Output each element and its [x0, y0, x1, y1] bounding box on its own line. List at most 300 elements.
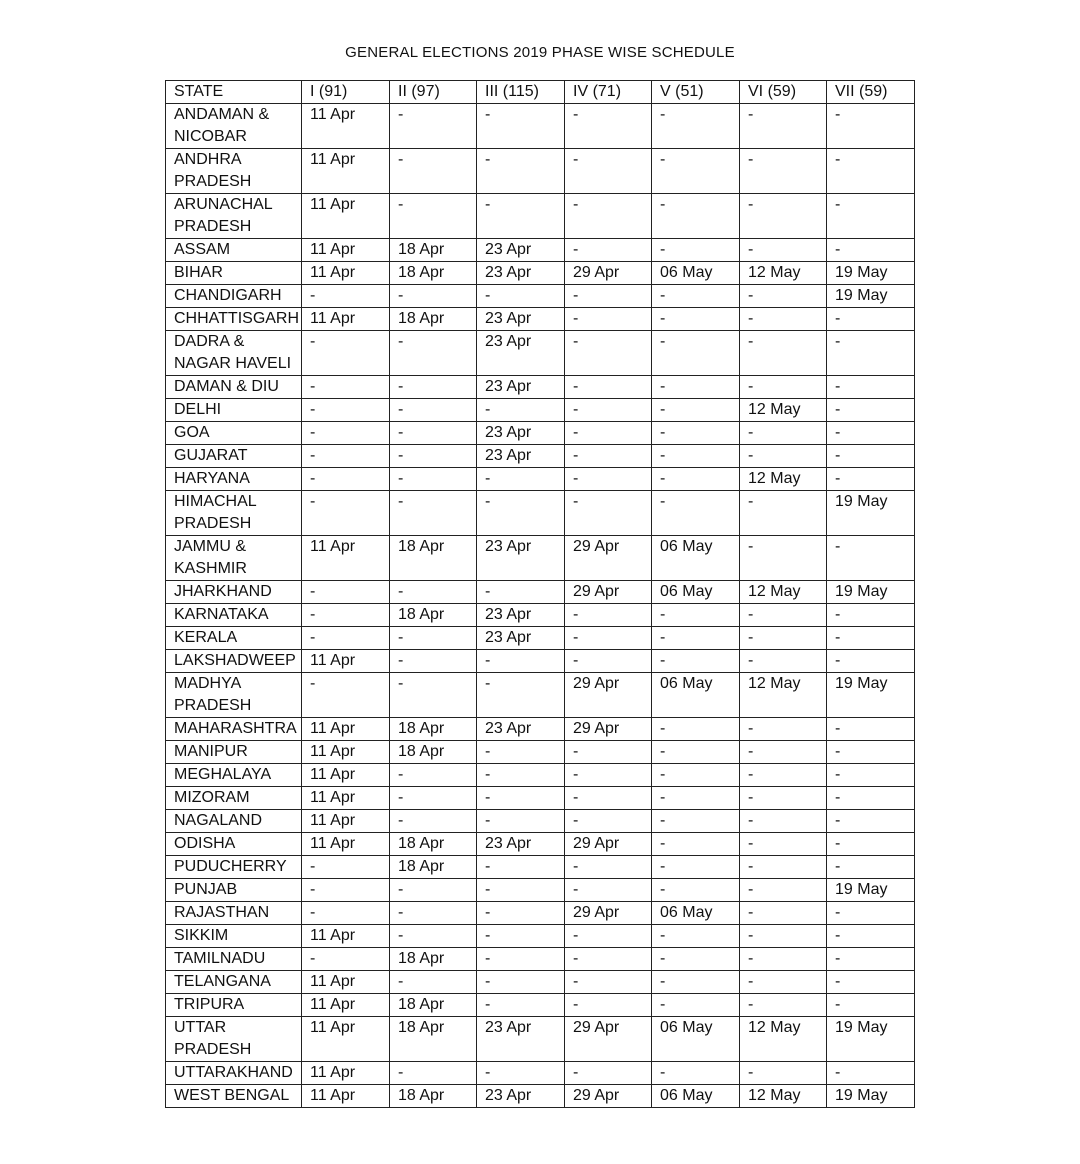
- state-cell: CHHATTISGARH: [166, 308, 302, 331]
- phase-4-cell: -: [565, 994, 652, 1017]
- phase-3-cell: 23 Apr: [477, 445, 565, 468]
- phase-4-cell: -: [565, 948, 652, 971]
- phase-3-cell: -: [477, 994, 565, 1017]
- phase-4-cell: -: [565, 971, 652, 994]
- phase-1-cell: -: [302, 604, 390, 627]
- phase-1-cell: -: [302, 445, 390, 468]
- phase-5-cell: -: [652, 149, 740, 194]
- state-cell: TAMILNADU: [166, 948, 302, 971]
- phase-3-cell: -: [477, 285, 565, 308]
- phase-2-cell: 18 Apr: [390, 536, 477, 581]
- phase-3-cell: -: [477, 399, 565, 422]
- phase-4-cell: -: [565, 856, 652, 879]
- phase-3-cell: -: [477, 104, 565, 149]
- phase-3-cell: 23 Apr: [477, 833, 565, 856]
- phase-4-cell: -: [565, 445, 652, 468]
- column-header-phase-6: VI (59): [740, 81, 827, 104]
- table-row: [166, 741, 915, 764]
- phase-4-cell: -: [565, 741, 652, 764]
- phase-5-cell: -: [652, 239, 740, 262]
- phase-7-cell: -: [827, 308, 915, 331]
- phase-4-cell: -: [565, 399, 652, 422]
- phase-3-cell: 23 Apr: [477, 422, 565, 445]
- phase-4-cell: 29 Apr: [565, 1017, 652, 1062]
- table-row: [166, 787, 915, 810]
- phase-6-cell: -: [740, 239, 827, 262]
- phase-7-cell: 19 May: [827, 581, 915, 604]
- phase-7-cell: -: [827, 833, 915, 856]
- state-cell: SIKKIM: [166, 925, 302, 948]
- phase-5-cell: -: [652, 285, 740, 308]
- phase-4-cell: 29 Apr: [565, 833, 652, 856]
- phase-7-cell: 19 May: [827, 1017, 915, 1062]
- phase-2-cell: -: [390, 581, 477, 604]
- phase-7-cell: -: [827, 948, 915, 971]
- phase-1-cell: 11 Apr: [302, 741, 390, 764]
- phase-5-cell: -: [652, 879, 740, 902]
- table-row: [166, 879, 915, 902]
- phase-6-cell: 12 May: [740, 399, 827, 422]
- phase-2-cell: 18 Apr: [390, 308, 477, 331]
- phase-7-cell: -: [827, 536, 915, 581]
- column-header-phase-2: II (97): [390, 81, 477, 104]
- phase-1-cell: 11 Apr: [302, 764, 390, 787]
- phase-3-cell: 23 Apr: [477, 262, 565, 285]
- phase-3-cell: 23 Apr: [477, 1085, 565, 1108]
- phase-4-cell: -: [565, 925, 652, 948]
- phase-7-cell: -: [827, 925, 915, 948]
- phase-4-cell: -: [565, 376, 652, 399]
- phase-3-cell: -: [477, 764, 565, 787]
- phase-2-cell: 18 Apr: [390, 1085, 477, 1108]
- phase-6-cell: -: [740, 925, 827, 948]
- phase-2-cell: -: [390, 673, 477, 718]
- phase-5-cell: -: [652, 491, 740, 536]
- phase-3-cell: -: [477, 856, 565, 879]
- table-row: [166, 376, 915, 399]
- phase-1-cell: 11 Apr: [302, 239, 390, 262]
- table-header: [166, 81, 915, 104]
- phase-2-cell: -: [390, 971, 477, 994]
- table-row: [166, 948, 915, 971]
- phase-7-cell: -: [827, 787, 915, 810]
- phase-2-cell: 18 Apr: [390, 239, 477, 262]
- phase-5-cell: -: [652, 104, 740, 149]
- phase-4-cell: -: [565, 422, 652, 445]
- state-cell: RAJASTHAN: [166, 902, 302, 925]
- phase-6-cell: -: [740, 536, 827, 581]
- phase-4-cell: -: [565, 491, 652, 536]
- column-header-phase-5: V (51): [652, 81, 740, 104]
- phase-5-cell: 06 May: [652, 536, 740, 581]
- table-row: [166, 1062, 915, 1085]
- phase-6-cell: -: [740, 650, 827, 673]
- phase-6-cell: -: [740, 194, 827, 239]
- phase-5-cell: 06 May: [652, 673, 740, 718]
- phase-2-cell: 18 Apr: [390, 994, 477, 1017]
- phase-6-cell: 12 May: [740, 581, 827, 604]
- phase-7-cell: -: [827, 239, 915, 262]
- phase-1-cell: 11 Apr: [302, 925, 390, 948]
- phase-5-cell: -: [652, 948, 740, 971]
- table-row: [166, 650, 915, 673]
- phase-3-cell: -: [477, 787, 565, 810]
- state-cell: DELHI: [166, 399, 302, 422]
- phase-2-cell: 18 Apr: [390, 262, 477, 285]
- phase-2-cell: -: [390, 149, 477, 194]
- phase-1-cell: -: [302, 948, 390, 971]
- phase-5-cell: -: [652, 194, 740, 239]
- table-row: [166, 902, 915, 925]
- phase-6-cell: -: [740, 741, 827, 764]
- phase-6-cell: -: [740, 879, 827, 902]
- phase-1-cell: 11 Apr: [302, 149, 390, 194]
- phase-6-cell: 12 May: [740, 1085, 827, 1108]
- state-cell: ASSAM: [166, 239, 302, 262]
- phase-5-cell: 06 May: [652, 262, 740, 285]
- phase-2-cell: -: [390, 104, 477, 149]
- table-row: [166, 971, 915, 994]
- phase-2-cell: -: [390, 422, 477, 445]
- table-row: [166, 491, 915, 536]
- state-cell: GOA: [166, 422, 302, 445]
- phase-4-cell: -: [565, 1062, 652, 1085]
- phase-6-cell: -: [740, 422, 827, 445]
- phase-1-cell: 11 Apr: [302, 810, 390, 833]
- phase-5-cell: -: [652, 764, 740, 787]
- phase-2-cell: -: [390, 491, 477, 536]
- phase-1-cell: 11 Apr: [302, 1062, 390, 1085]
- phase-3-cell: -: [477, 491, 565, 536]
- phase-3-cell: -: [477, 149, 565, 194]
- phase-4-cell: 29 Apr: [565, 1085, 652, 1108]
- phase-2-cell: -: [390, 194, 477, 239]
- phase-1-cell: -: [302, 856, 390, 879]
- phase-4-cell: -: [565, 331, 652, 376]
- phase-6-cell: 12 May: [740, 262, 827, 285]
- phase-7-cell: -: [827, 994, 915, 1017]
- phase-5-cell: -: [652, 810, 740, 833]
- phase-6-cell: -: [740, 604, 827, 627]
- phase-1-cell: 11 Apr: [302, 650, 390, 673]
- phase-6-cell: -: [740, 376, 827, 399]
- phase-5-cell: -: [652, 376, 740, 399]
- state-cell: UTTAR PRADESH: [166, 1017, 302, 1062]
- state-cell: KERALA: [166, 627, 302, 650]
- phase-6-cell: -: [740, 104, 827, 149]
- phase-7-cell: -: [827, 718, 915, 741]
- phase-7-cell: 19 May: [827, 879, 915, 902]
- phase-4-cell: -: [565, 764, 652, 787]
- phase-3-cell: 23 Apr: [477, 718, 565, 741]
- phase-7-cell: -: [827, 604, 915, 627]
- phase-2-cell: 18 Apr: [390, 833, 477, 856]
- column-header-phase-4: IV (71): [565, 81, 652, 104]
- phase-2-cell: -: [390, 285, 477, 308]
- state-cell: WEST BENGAL: [166, 1085, 302, 1108]
- phase-7-cell: -: [827, 194, 915, 239]
- table-row: [166, 604, 915, 627]
- table-row: [166, 536, 915, 581]
- phase-5-cell: -: [652, 604, 740, 627]
- phase-4-cell: -: [565, 308, 652, 331]
- state-cell: KARNATAKA: [166, 604, 302, 627]
- phase-5-cell: -: [652, 787, 740, 810]
- phase-6-cell: -: [740, 971, 827, 994]
- phase-1-cell: 11 Apr: [302, 787, 390, 810]
- phase-4-cell: -: [565, 285, 652, 308]
- phase-2-cell: 18 Apr: [390, 856, 477, 879]
- phase-3-cell: 23 Apr: [477, 604, 565, 627]
- phase-6-cell: 12 May: [740, 468, 827, 491]
- phase-1-cell: -: [302, 399, 390, 422]
- phase-6-cell: -: [740, 491, 827, 536]
- phase-1-cell: -: [302, 468, 390, 491]
- phase-3-cell: 23 Apr: [477, 1017, 565, 1062]
- phase-5-cell: -: [652, 856, 740, 879]
- state-cell: DAMAN & DIU: [166, 376, 302, 399]
- phase-1-cell: -: [302, 285, 390, 308]
- phase-5-cell: -: [652, 399, 740, 422]
- table-body: [166, 104, 915, 1108]
- table-row: [166, 718, 915, 741]
- phase-3-cell: 23 Apr: [477, 376, 565, 399]
- phase-1-cell: 11 Apr: [302, 308, 390, 331]
- phase-7-cell: -: [827, 468, 915, 491]
- phase-3-cell: -: [477, 1062, 565, 1085]
- phase-schedule-table: [165, 80, 915, 1108]
- state-cell: MAHARASHTRA: [166, 718, 302, 741]
- state-cell: MANIPUR: [166, 741, 302, 764]
- phase-3-cell: -: [477, 673, 565, 718]
- phase-6-cell: -: [740, 994, 827, 1017]
- phase-3-cell: -: [477, 581, 565, 604]
- phase-3-cell: 23 Apr: [477, 308, 565, 331]
- table-row: [166, 104, 915, 149]
- state-cell: UTTARAKHAND: [166, 1062, 302, 1085]
- phase-1-cell: 11 Apr: [302, 833, 390, 856]
- state-cell: JHARKHAND: [166, 581, 302, 604]
- phase-1-cell: -: [302, 422, 390, 445]
- phase-5-cell: -: [652, 741, 740, 764]
- phase-5-cell: -: [652, 718, 740, 741]
- phase-4-cell: -: [565, 604, 652, 627]
- table-row: [166, 331, 915, 376]
- phase-4-cell: 29 Apr: [565, 718, 652, 741]
- phase-3-cell: -: [477, 468, 565, 491]
- phase-4-cell: -: [565, 149, 652, 194]
- phase-1-cell: 11 Apr: [302, 971, 390, 994]
- phase-2-cell: -: [390, 445, 477, 468]
- phase-1-cell: -: [302, 627, 390, 650]
- phase-6-cell: -: [740, 445, 827, 468]
- phase-2-cell: -: [390, 879, 477, 902]
- state-cell: TELANGANA: [166, 971, 302, 994]
- phase-4-cell: -: [565, 879, 652, 902]
- state-cell: MEGHALAYA: [166, 764, 302, 787]
- phase-4-cell: 29 Apr: [565, 902, 652, 925]
- phase-3-cell: -: [477, 902, 565, 925]
- phase-5-cell: -: [652, 994, 740, 1017]
- phase-6-cell: -: [740, 308, 827, 331]
- phase-2-cell: 18 Apr: [390, 741, 477, 764]
- table-row: [166, 308, 915, 331]
- phase-2-cell: -: [390, 1062, 477, 1085]
- phase-7-cell: -: [827, 331, 915, 376]
- phase-6-cell: -: [740, 285, 827, 308]
- state-cell: HARYANA: [166, 468, 302, 491]
- phase-4-cell: -: [565, 239, 652, 262]
- phase-7-cell: -: [827, 149, 915, 194]
- phase-5-cell: -: [652, 833, 740, 856]
- phase-5-cell: 06 May: [652, 1085, 740, 1108]
- table-row: [166, 856, 915, 879]
- phase-2-cell: -: [390, 925, 477, 948]
- phase-3-cell: 23 Apr: [477, 239, 565, 262]
- phase-4-cell: 29 Apr: [565, 673, 652, 718]
- phase-5-cell: -: [652, 331, 740, 376]
- header-row: [166, 81, 915, 104]
- table-row: [166, 673, 915, 718]
- phase-1-cell: 11 Apr: [302, 1085, 390, 1108]
- phase-2-cell: -: [390, 627, 477, 650]
- state-cell: GUJARAT: [166, 445, 302, 468]
- phase-2-cell: -: [390, 331, 477, 376]
- table-row: [166, 764, 915, 787]
- phase-3-cell: -: [477, 971, 565, 994]
- phase-6-cell: -: [740, 902, 827, 925]
- table-row: [166, 194, 915, 239]
- phase-1-cell: -: [302, 879, 390, 902]
- state-cell: NAGALAND: [166, 810, 302, 833]
- phase-4-cell: -: [565, 787, 652, 810]
- phase-3-cell: 23 Apr: [477, 331, 565, 376]
- phase-7-cell: -: [827, 741, 915, 764]
- phase-7-cell: 19 May: [827, 262, 915, 285]
- phase-6-cell: -: [740, 1062, 827, 1085]
- table-row: [166, 581, 915, 604]
- phase-6-cell: -: [740, 787, 827, 810]
- state-cell: ANDAMAN & NICOBAR: [166, 104, 302, 149]
- phase-5-cell: -: [652, 971, 740, 994]
- column-header-phase-7: VII (59): [827, 81, 915, 104]
- phase-7-cell: -: [827, 1062, 915, 1085]
- state-cell: CHANDIGARH: [166, 285, 302, 308]
- state-cell: ANDHRA PRADESH: [166, 149, 302, 194]
- phase-7-cell: 19 May: [827, 285, 915, 308]
- phase-6-cell: 12 May: [740, 1017, 827, 1062]
- state-cell: ODISHA: [166, 833, 302, 856]
- phase-7-cell: -: [827, 376, 915, 399]
- phase-7-cell: 19 May: [827, 673, 915, 718]
- phase-3-cell: -: [477, 879, 565, 902]
- phase-2-cell: -: [390, 902, 477, 925]
- phase-6-cell: 12 May: [740, 673, 827, 718]
- state-cell: ARUNACHAL PRADESH: [166, 194, 302, 239]
- phase-6-cell: -: [740, 833, 827, 856]
- phase-4-cell: -: [565, 810, 652, 833]
- phase-6-cell: -: [740, 856, 827, 879]
- phase-2-cell: 18 Apr: [390, 718, 477, 741]
- phase-2-cell: -: [390, 787, 477, 810]
- table-row: [166, 239, 915, 262]
- phase-1-cell: 11 Apr: [302, 536, 390, 581]
- phase-7-cell: -: [827, 627, 915, 650]
- phase-4-cell: 29 Apr: [565, 262, 652, 285]
- phase-3-cell: -: [477, 925, 565, 948]
- state-cell: BIHAR: [166, 262, 302, 285]
- phase-5-cell: 06 May: [652, 1017, 740, 1062]
- phase-1-cell: 11 Apr: [302, 718, 390, 741]
- phase-2-cell: -: [390, 764, 477, 787]
- table-row: [166, 833, 915, 856]
- phase-5-cell: -: [652, 308, 740, 331]
- state-cell: JAMMU & KASHMIR: [166, 536, 302, 581]
- table-row: [166, 149, 915, 194]
- phase-5-cell: 06 May: [652, 902, 740, 925]
- phase-6-cell: -: [740, 149, 827, 194]
- phase-3-cell: 23 Apr: [477, 627, 565, 650]
- table-row: [166, 468, 915, 491]
- phase-5-cell: -: [652, 1062, 740, 1085]
- phase-3-cell: 23 Apr: [477, 536, 565, 581]
- phase-2-cell: 18 Apr: [390, 1017, 477, 1062]
- phase-7-cell: -: [827, 902, 915, 925]
- table-row: [166, 262, 915, 285]
- state-cell: LAKSHADWEEP: [166, 650, 302, 673]
- phase-1-cell: 11 Apr: [302, 262, 390, 285]
- phase-6-cell: -: [740, 627, 827, 650]
- phase-7-cell: -: [827, 856, 915, 879]
- phase-3-cell: -: [477, 948, 565, 971]
- phase-4-cell: -: [565, 650, 652, 673]
- table-row: [166, 445, 915, 468]
- phase-4-cell: -: [565, 104, 652, 149]
- table-row: [166, 285, 915, 308]
- phase-1-cell: -: [302, 491, 390, 536]
- table-row: [166, 399, 915, 422]
- state-cell: PUNJAB: [166, 879, 302, 902]
- phase-5-cell: -: [652, 422, 740, 445]
- state-cell: TRIPURA: [166, 994, 302, 1017]
- phase-1-cell: 11 Apr: [302, 994, 390, 1017]
- phase-1-cell: -: [302, 902, 390, 925]
- phase-5-cell: 06 May: [652, 581, 740, 604]
- table-row: [166, 810, 915, 833]
- phase-5-cell: -: [652, 925, 740, 948]
- phase-7-cell: -: [827, 422, 915, 445]
- page-title: GENERAL ELECTIONS 2019 PHASE WISE SCHEDULE: [345, 44, 735, 61]
- phase-4-cell: -: [565, 194, 652, 239]
- phase-5-cell: -: [652, 627, 740, 650]
- state-cell: MADHYA PRADESH: [166, 673, 302, 718]
- phase-1-cell: -: [302, 673, 390, 718]
- phase-3-cell: -: [477, 810, 565, 833]
- phase-7-cell: -: [827, 971, 915, 994]
- phase-2-cell: -: [390, 376, 477, 399]
- phase-1-cell: -: [302, 376, 390, 399]
- phase-2-cell: -: [390, 399, 477, 422]
- table-row: [166, 1085, 915, 1108]
- phase-2-cell: -: [390, 810, 477, 833]
- column-header-state: STATE: [166, 81, 302, 104]
- phase-7-cell: 19 May: [827, 1085, 915, 1108]
- phase-6-cell: -: [740, 718, 827, 741]
- phase-1-cell: 11 Apr: [302, 194, 390, 239]
- phase-1-cell: 11 Apr: [302, 1017, 390, 1062]
- table-row: [166, 422, 915, 445]
- phase-7-cell: -: [827, 810, 915, 833]
